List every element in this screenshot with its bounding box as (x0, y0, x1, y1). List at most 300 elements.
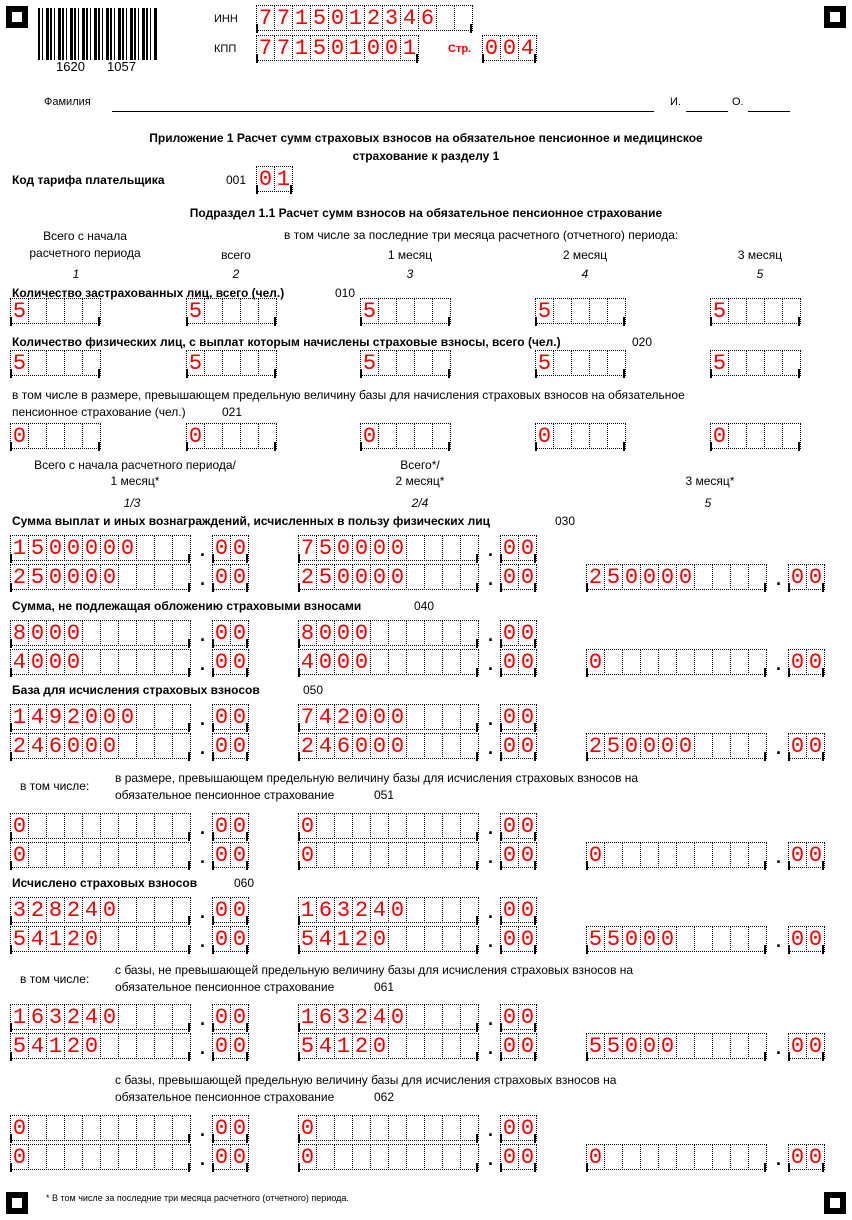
row062-r1-b-cell (460, 1115, 479, 1141)
tariff-label: Код тарифа плательщика (12, 173, 165, 187)
row040-r1-a-dec-cell: 0 (230, 620, 249, 646)
footnote: * В том числе за последние три месяца расчетного (отчетного) периода. (46, 1193, 349, 1203)
row040-r1-b[interactable] (298, 620, 478, 648)
row030-r1-b-cell (442, 535, 461, 561)
row030-r2-a[interactable] (10, 564, 190, 592)
row030-r2-c-cell: 0 (640, 564, 659, 590)
row021-col2-cell (204, 423, 223, 449)
row010-col5-cell (764, 298, 783, 324)
row051-r2-a[interactable] (10, 842, 190, 870)
row040-r2-a-cell: 0 (64, 649, 83, 675)
row062-r2-c-cell: 0 (586, 1144, 605, 1170)
row062-r2-a-dec-cell: 0 (230, 1144, 249, 1170)
row050-r2-a-dec[interactable] (212, 733, 248, 761)
row021-col1-cell (46, 423, 65, 449)
row061-r1-a[interactable] (10, 1004, 190, 1032)
row060-r1-a-dec[interactable] (212, 897, 248, 925)
row062-r2-a-cell (64, 1144, 83, 1170)
row060-r1-b[interactable] (298, 897, 478, 925)
initial-o-input[interactable] (748, 111, 790, 112)
row030-r2-c-dec[interactable] (788, 564, 824, 592)
row040-r1-b-cell (388, 620, 407, 646)
row062-r2-c-dec[interactable] (788, 1144, 824, 1172)
row062-r2-a-cell: 0 (10, 1144, 29, 1170)
row050-r2-a-cell: 0 (100, 733, 119, 759)
row040-r2-a-cell: 4 (10, 649, 29, 675)
row051-r2-c[interactable] (586, 842, 766, 870)
row060-r1-b-cell (424, 897, 443, 923)
row062-r2-b[interactable] (298, 1144, 478, 1172)
row040-r2-c-cell (676, 649, 695, 675)
row061-r2-b-dec[interactable] (500, 1033, 536, 1061)
kpp-cell: 1 (346, 35, 365, 61)
inn-cells[interactable] (256, 5, 472, 33)
row051-r1-b-dec-cell: 0 (500, 813, 519, 839)
row060-r2-c-cell (730, 926, 749, 952)
row051-r1-b-cell (352, 813, 371, 839)
row050-r1-a-cell: 0 (100, 704, 119, 730)
row020-col5-cell (782, 350, 801, 376)
row020-col3-cell: 5 (360, 350, 379, 376)
row061-r1-a-cell (136, 1004, 155, 1030)
row060-r2-c-dec[interactable] (788, 926, 824, 954)
row030-r2-b-cell: 5 (316, 564, 335, 590)
row040-r1-a-cell (136, 620, 155, 646)
row030-r1-b[interactable] (298, 535, 478, 563)
row040-r1-a-dec[interactable] (212, 620, 248, 648)
tariff-cells[interactable] (256, 166, 292, 194)
row050-r2-c[interactable] (586, 733, 766, 761)
row061-r2-c-cell: 5 (604, 1033, 623, 1059)
row060-r1-b-dec-cell: 0 (518, 897, 537, 923)
row060-r2-b-cell (460, 926, 479, 952)
kpp-cells[interactable] (256, 35, 418, 63)
subsection-title: Подраздел 1.1 Расчет сумм взносов на обязательное пенсионное страхование (189, 206, 663, 220)
row062-r2-a-dec[interactable] (212, 1144, 248, 1172)
decimal-point: . (488, 569, 494, 589)
row062-r1-a-cell (46, 1115, 65, 1141)
row030-r2-b[interactable] (298, 564, 478, 592)
row020-col2[interactable] (186, 350, 276, 378)
row050-r2-b-dec-cell: 0 (500, 733, 519, 759)
row040-r2-b-cell: 0 (334, 649, 353, 675)
row061-r1-a-dec[interactable] (212, 1004, 248, 1032)
row040-r2-b-cell (406, 649, 425, 675)
row051-r1-b[interactable] (298, 813, 478, 841)
row060-r2-a-cell (172, 926, 191, 952)
row030-r2-a-cell (118, 564, 137, 590)
row062-r2-c-cell (622, 1144, 641, 1170)
row020-col5[interactable] (710, 350, 800, 378)
row060-r2-a[interactable] (10, 926, 190, 954)
row050-code: 050 (303, 683, 324, 697)
row020-col2-cell (222, 350, 241, 376)
row050-r2-c-cell: 0 (622, 733, 641, 759)
row051-r1-a-dec-cell: 0 (230, 813, 249, 839)
row040-r2-a-dec[interactable] (212, 649, 248, 677)
row030-code: 030 (555, 514, 576, 528)
row051-r1-a-cell (136, 813, 155, 839)
row010-col1-cell: 5 (10, 298, 29, 324)
row061-r2-a-cell (118, 1033, 137, 1059)
row060-r1-b-cell: 2 (352, 897, 371, 923)
row061-r1-b[interactable] (298, 1004, 478, 1032)
row040-r1-a-dec-cell: 0 (212, 620, 231, 646)
decimal-point: . (200, 902, 206, 922)
row030-r1-b-cell: 7 (298, 535, 317, 561)
row030-r2-b-dec-cell: 0 (518, 564, 537, 590)
row040-r1-a[interactable] (10, 620, 190, 648)
tariff-code: 001 (226, 173, 247, 187)
row061-r2-c-cell: 0 (640, 1033, 659, 1059)
row061-r1-b-dec[interactable] (500, 1004, 536, 1032)
surname-input[interactable] (112, 111, 654, 112)
row040-r2-a-cell: 0 (46, 649, 65, 675)
row050-r1-a-cell: 2 (64, 704, 83, 730)
row020-col4[interactable] (535, 350, 625, 378)
row050-r2-b-dec[interactable] (500, 733, 536, 761)
row010-col4-cell (607, 298, 626, 324)
row021-col3-cell (396, 423, 415, 449)
row061-r2-b-cell: 0 (370, 1033, 389, 1059)
row050-r2-c-dec[interactable] (788, 733, 824, 761)
row010-col5[interactable] (710, 298, 800, 326)
row010-col5-cell: 5 (710, 298, 729, 324)
row030-r2-b-cell: 0 (388, 564, 407, 590)
row051-r2-b-dec-cell: 0 (518, 842, 537, 868)
row040-r2-a-cell (118, 649, 137, 675)
row051-r2-c-cell (604, 842, 623, 868)
row051-r2-b-cell (442, 842, 461, 868)
row062-r1-a-cell (28, 1115, 47, 1141)
row030-r1-b-cell: 0 (352, 535, 371, 561)
row030-r2-a-cell (172, 564, 191, 590)
row061-r2-c-dec[interactable] (788, 1033, 824, 1061)
row030-r1-b-cell: 0 (334, 535, 353, 561)
row051-incl: в том числе: (20, 779, 90, 793)
row051-r2-a-cell (46, 842, 65, 868)
row050-r2-a-cell (118, 733, 137, 759)
row020-col1-cell: 5 (10, 350, 29, 376)
row061-r1-b-cell: 2 (352, 1004, 371, 1030)
row062-r1-a-cell (118, 1115, 137, 1141)
row020-col3-cell (432, 350, 451, 376)
row060-r1-a[interactable] (10, 897, 190, 925)
page-label: Стр. (448, 43, 472, 55)
row051-r2-b-dec[interactable] (500, 842, 536, 870)
row051-r2-a-cell (136, 842, 155, 868)
row040-r2-b-dec[interactable] (500, 649, 536, 677)
row020-col3[interactable] (360, 350, 450, 378)
row060-r1-a-cell: 0 (100, 897, 119, 923)
inn-cell (454, 5, 473, 31)
row030-r2-a-cell: 0 (46, 564, 65, 590)
row040-r1-b-dec[interactable] (500, 620, 536, 648)
row050-r1-b-cell: 7 (298, 704, 317, 730)
row051-r1-b-dec[interactable] (500, 813, 536, 841)
row062-label-1: с базы, превышающей предельную величину базы для исчисления страховых взносов на (115, 1073, 617, 1087)
row050-r1-b-cell: 4 (316, 704, 335, 730)
row062-r2-a[interactable] (10, 1144, 190, 1172)
row060-r2-c-cell: 5 (604, 926, 623, 952)
row040-r2-c-cell (694, 649, 713, 675)
row040-r2-c-cell (712, 649, 731, 675)
decimal-point: . (488, 625, 494, 645)
row060-r2-c-cell: 0 (658, 926, 677, 952)
row020-col4-cell (571, 350, 590, 376)
row061-label-2: обязательное пенсионное страхование (115, 980, 335, 994)
row061-r2-a-dec[interactable] (212, 1033, 248, 1061)
row060-r1-b-cell (442, 897, 461, 923)
row060-r2-b-cell: 4 (316, 926, 335, 952)
row060-r2-b-cell (442, 926, 461, 952)
row010-col1[interactable] (10, 298, 100, 326)
row061-label-1: с базы, не превышающей предельную величину базы для исчисления страховых взносов на (115, 963, 634, 977)
row030-r2-a-cell (154, 564, 173, 590)
row062-r1-b[interactable] (298, 1115, 478, 1143)
row060-r1-b-dec[interactable] (500, 897, 536, 925)
row050-r1-b-cell (406, 704, 425, 730)
row040-r2-a-cell (100, 649, 119, 675)
row040-r1-b-cell: 0 (316, 620, 335, 646)
row050-r2-a-cell: 4 (28, 733, 47, 759)
decimal-point: . (200, 1038, 206, 1058)
row010-col3[interactable] (360, 298, 450, 326)
row061-r2-b-cell: 2 (352, 1033, 371, 1059)
row030-r1-a-cell (154, 535, 173, 561)
row051-r1-b-cell (442, 813, 461, 839)
row051-r2-a-dec[interactable] (212, 842, 248, 870)
row061-r2-b-cell (424, 1033, 443, 1059)
row030-r2-c[interactable] (586, 564, 766, 592)
row040-r2-a[interactable] (10, 649, 190, 677)
row061-r2-c[interactable] (586, 1033, 766, 1061)
row051-r1-a-dec[interactable] (212, 813, 248, 841)
row040-r2-b-cell: 0 (316, 649, 335, 675)
row060-r2-a-cell (154, 926, 173, 952)
row050-r2-b-cell: 4 (316, 733, 335, 759)
row021-col2[interactable] (186, 423, 276, 451)
row030-r1-b-cell (424, 535, 443, 561)
row050-r2-c-cell (712, 733, 731, 759)
row050-r2-a-cell: 2 (10, 733, 29, 759)
decimal-point: . (200, 654, 206, 674)
row061-r1-b-cell: 4 (370, 1004, 389, 1030)
row062-r1-b-dec[interactable] (500, 1115, 536, 1143)
row061-r2-a-cell: 0 (82, 1033, 101, 1059)
row020-col1[interactable] (10, 350, 100, 378)
row061-r1-b-cell: 1 (298, 1004, 317, 1030)
row060-r1-a-dec-cell: 0 (212, 897, 231, 923)
row062-r1-b-cell (442, 1115, 461, 1141)
row040-r2-c-cell (640, 649, 659, 675)
row030-r1-a-cell: 0 (100, 535, 119, 561)
row050-r1-a[interactable] (10, 704, 190, 732)
row061-r1-a-cell (118, 1004, 137, 1030)
decimal-point: . (488, 902, 494, 922)
row060-r2-c-cell (694, 926, 713, 952)
row062-r1-a-dec[interactable] (212, 1115, 248, 1143)
row062-r2-c-cell (748, 1144, 767, 1170)
row061-r2-b[interactable] (298, 1033, 478, 1061)
row040-r1-a-cell: 0 (46, 620, 65, 646)
row020-col1-cell (46, 350, 65, 376)
row030-r2-c-cell: 0 (676, 564, 695, 590)
row040-r2-b-dec-cell: 0 (518, 649, 537, 675)
row050-r2-c-dec-cell: 0 (788, 733, 807, 759)
inn-cell: 1 (292, 5, 311, 31)
row051-r2-a-cell (118, 842, 137, 868)
row060-r2-b-dec-cell: 0 (500, 926, 519, 952)
row061-r1-a-cell: 0 (100, 1004, 119, 1030)
row040-r2-b-cell (388, 649, 407, 675)
row051-r1-a-cell (28, 813, 47, 839)
row050-r1-b-cell: 0 (370, 704, 389, 730)
row050-r2-b-cell: 0 (370, 733, 389, 759)
row050-r2-b-cell: 2 (298, 733, 317, 759)
row030-r2-a-dec-cell: 0 (230, 564, 249, 590)
row010-col2-cell (240, 298, 259, 324)
row020-col5-cell: 5 (710, 350, 729, 376)
row030-r2-b-dec[interactable] (500, 564, 536, 592)
row062-r1-b-cell (424, 1115, 443, 1141)
row030-r2-b-cell (460, 564, 479, 590)
row051-r2-c-dec[interactable] (788, 842, 824, 870)
row061-r2-c-dec-cell: 0 (788, 1033, 807, 1059)
row051-r2-b[interactable] (298, 842, 478, 870)
row010-col5-cell (782, 298, 801, 324)
row062-r2-b-dec[interactable] (500, 1144, 536, 1172)
row050-r2-a-cell: 0 (64, 733, 83, 759)
row061-r2-a[interactable] (10, 1033, 190, 1061)
row020-code: 020 (632, 335, 653, 349)
row040-r2-c-dec[interactable] (788, 649, 824, 677)
row050-r2-b-cell: 0 (388, 733, 407, 759)
row040-r1-b-cell: 8 (298, 620, 317, 646)
row030-r2-b-cell: 0 (370, 564, 389, 590)
row030-r1-b-dec[interactable] (500, 535, 536, 563)
row060-r2-b-cell (424, 926, 443, 952)
row060-code: 060 (234, 876, 255, 890)
row050-r2-b[interactable] (298, 733, 478, 761)
row030-r1-a-dec[interactable] (212, 535, 248, 563)
row021-col3[interactable] (360, 423, 450, 451)
initial-i-input[interactable] (686, 111, 728, 112)
kpp-cell: 5 (310, 35, 329, 61)
row062-r1-a-cell (100, 1115, 119, 1141)
row040-r2-b-cell: 4 (298, 649, 317, 675)
row010-col4[interactable] (535, 298, 625, 326)
row060-r2-b-dec[interactable] (500, 926, 536, 954)
row030-r1-a[interactable] (10, 535, 190, 563)
row061-r1-a-cell (172, 1004, 191, 1030)
decimal-point: . (776, 569, 782, 589)
row010-col2[interactable] (186, 298, 276, 326)
row020-col3-cell (378, 350, 397, 376)
row050-r1-b-cell: 2 (334, 704, 353, 730)
row030-r2-a-dec-cell: 0 (212, 564, 231, 590)
row051-r1-a[interactable] (10, 813, 190, 841)
row010-col1-cell (82, 298, 101, 324)
decimal-point: . (488, 654, 494, 674)
row040-r2-c[interactable] (586, 649, 766, 677)
inn-cell: 4 (400, 5, 419, 31)
row010-col2-cell (204, 298, 223, 324)
row060-r2-b[interactable] (298, 926, 478, 954)
row060-r1-b-cell: 1 (298, 897, 317, 923)
row021-col5-cell (746, 423, 765, 449)
row050-r1-b-dec[interactable] (500, 704, 536, 732)
row062-r1-b-cell (334, 1115, 353, 1141)
decimal-point: . (488, 1120, 494, 1140)
row060-r2-c[interactable] (586, 926, 766, 954)
row060-r2-b-cell: 0 (370, 926, 389, 952)
row030-r2-c-cell (730, 564, 749, 590)
row051-r1-a-cell (46, 813, 65, 839)
row050-r2-a[interactable] (10, 733, 190, 761)
row061-r2-a-dec-cell: 0 (212, 1033, 231, 1059)
kpp-cell: 0 (328, 35, 347, 61)
row010-col3-cell (396, 298, 415, 324)
row061-r2-a-cell (100, 1033, 119, 1059)
row021-col2-cell (240, 423, 259, 449)
row020-col2-cell: 5 (186, 350, 205, 376)
row050-r1-b[interactable] (298, 704, 478, 732)
row060-r2-c-cell: 5 (586, 926, 605, 952)
row021-col5-cell: 0 (710, 423, 729, 449)
row060-r2-a-cell (118, 926, 137, 952)
row021-col5[interactable] (710, 423, 800, 451)
decimal-point: . (200, 931, 206, 951)
colhead2-b2: 2 месяц* (395, 474, 445, 488)
page-number-cells[interactable] (482, 35, 536, 63)
row051-r2-a-cell (154, 842, 173, 868)
row050-r2-a-cell (172, 733, 191, 759)
decimal-point: . (776, 1038, 782, 1058)
row060-r2-a-dec[interactable] (212, 926, 248, 954)
decimal-point: . (200, 847, 206, 867)
row010-col2-cell: 5 (186, 298, 205, 324)
colhead-total-1: Всего с начала (43, 229, 127, 243)
row062-r2-b-cell (442, 1144, 461, 1170)
row040-r2-b-cell (370, 649, 389, 675)
row021-col2-cell (258, 423, 277, 449)
row020-col4-cell (589, 350, 608, 376)
row021-col4[interactable] (535, 423, 625, 451)
corner-marker-bottom-right (820, 1188, 848, 1216)
row051-r2-c-cell (748, 842, 767, 868)
row062-r2-c[interactable] (586, 1144, 766, 1172)
row051-label-2: обязательное пенсионное страхование (115, 788, 335, 802)
row040-r2-b[interactable] (298, 649, 478, 677)
row060-r2-b-dec-cell: 0 (518, 926, 537, 952)
row062-r1-a[interactable] (10, 1115, 190, 1143)
row030-r2-a-dec[interactable] (212, 564, 248, 592)
row062-r2-b-cell: 0 (298, 1144, 317, 1170)
row050-r1-a-dec[interactable] (212, 704, 248, 732)
row021-col1[interactable] (10, 423, 100, 451)
decimal-point: . (488, 709, 494, 729)
row010-col1-cell (28, 298, 47, 324)
row030-r2-c-cell: 0 (622, 564, 641, 590)
decimal-point: . (200, 625, 206, 645)
row010-col3-cell (432, 298, 451, 324)
row061-r2-b-cell (388, 1033, 407, 1059)
decimal-point: . (200, 1120, 206, 1140)
row061-r1-b-dec-cell: 0 (500, 1004, 519, 1030)
row061-r2-b-cell: 4 (316, 1033, 335, 1059)
row021-label-1: в том числе в размере, превышающем предельную величину базы для начисления страховых взносов на обязательное (12, 388, 685, 402)
